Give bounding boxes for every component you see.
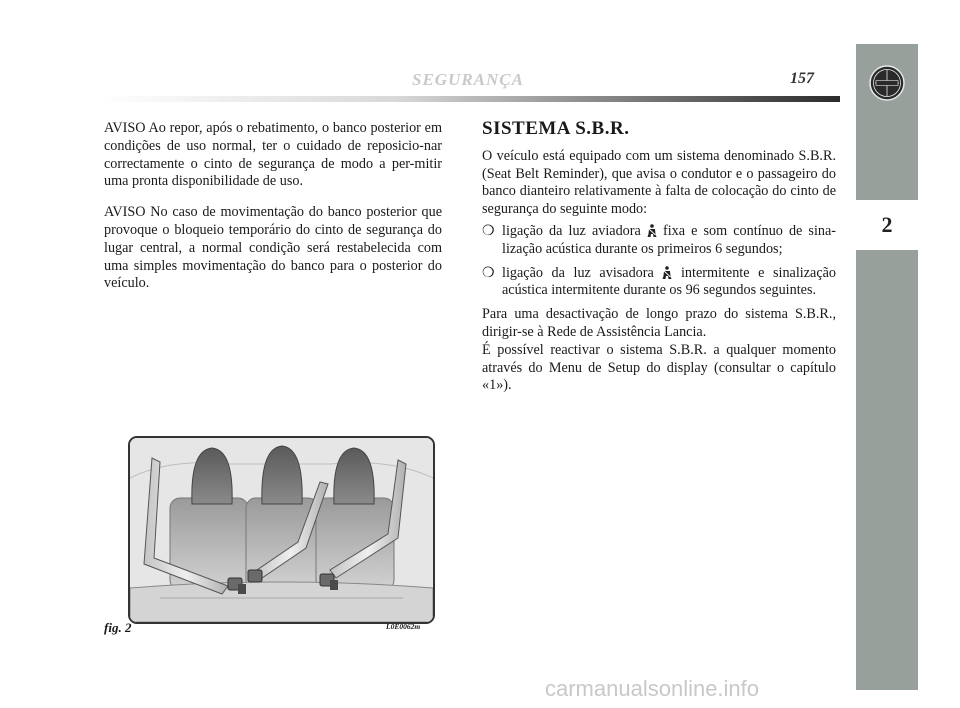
warning-paragraph: AVISO No caso de movimentação do banco posterior que provoque o bloqueio temporário do cinto de segurança do lugar central, a normal condição será restabelecida com uma simples movimentação do banco para o posterior do veículo. xyxy=(104,204,442,292)
seatbelt-warning-icon xyxy=(647,224,657,237)
watermark: carmanualsonline.info xyxy=(545,676,760,701)
seatbelt-warning-icon xyxy=(662,266,672,279)
figure-caption: fig. 2 xyxy=(104,620,132,635)
page-number: 157 xyxy=(790,70,814,87)
outro-paragraph: Para uma desactivação de longo prazo do sistema S.B.R., dirigir-se à Rede de Assistência Lancia. xyxy=(482,306,836,340)
warning-paragraph: AVISO Ao repor, após o rebatimento, o banco posterior em condições de uso normal, ter o cuidado de reposicio-nar correctamente o cinto de segurança de modo a per-mitir uma pronta disponibilidade de uso. xyxy=(104,120,442,190)
rear-seat-belts-illustration xyxy=(128,436,435,624)
rear-seat-drawing xyxy=(130,438,433,622)
list-item-text: ligação da luz avisadora xyxy=(502,264,654,281)
left-column xyxy=(104,120,442,306)
list-item-text: fixa e som contínuo de sina-lização acústica durante os primeiros 6 segundos; xyxy=(502,222,837,257)
intro-paragraph: O veículo está equipado com um sistema denominado S.B.R. (Seat Belt Reminder), que avisa o condutor e o passageiro do banco dianteiro relativamente à falta de colocação do cinto de segurança do seguinte modo: xyxy=(482,147,836,218)
outro-paragraph: É possível reactivar o sistema S.B.R. a qualquer momento através do Menu de Setup do display (consultar o capítulo «1»). xyxy=(482,341,836,394)
bullet-marker-icon: ❍ xyxy=(482,223,495,239)
chapter-number-tab[interactable]: 2 xyxy=(856,200,918,250)
section-heading: SISTEMA S.B.R. xyxy=(482,118,630,139)
list-item-text: ligação da luz aviadora xyxy=(502,222,641,239)
list-item xyxy=(482,265,836,301)
page-header-title: SEGURANÇA xyxy=(412,70,524,89)
lancia-logo-icon xyxy=(868,64,906,102)
figure-code: L0E0062m xyxy=(386,622,421,631)
chapter-sidebar xyxy=(856,44,918,690)
right-column xyxy=(482,120,836,395)
header-divider xyxy=(100,96,840,102)
list-item-text: intermitente e sinalização acústica intermitente durante os 96 segundos seguintes. xyxy=(502,264,837,299)
bullet-marker-icon: ❍ xyxy=(482,265,495,281)
list-item xyxy=(482,223,836,259)
